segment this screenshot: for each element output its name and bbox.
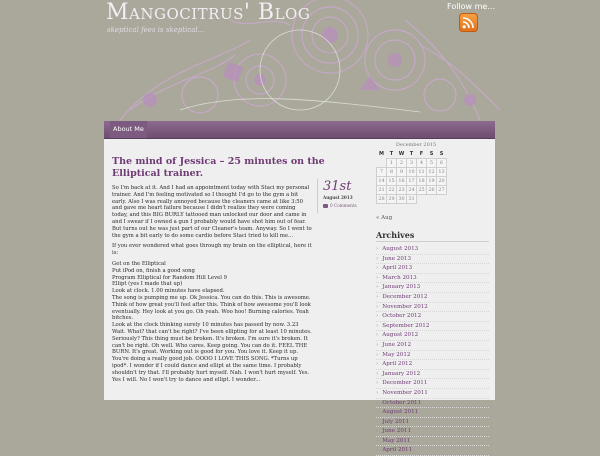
archive-item[interactable]: › December 2012 <box>376 293 489 303</box>
blog-header <box>0 0 600 122</box>
calendar-day: 18 <box>418 178 425 184</box>
post-line: Ellipt (yes I made that up) <box>112 281 183 288</box>
calendar-prev-month-link[interactable]: « Aug <box>376 215 393 221</box>
archive-item[interactable]: › August 2012 <box>376 331 489 341</box>
content-panel <box>104 139 495 454</box>
follow-me-label: Follow me... <box>447 2 495 11</box>
calendar-weekday: W <box>398 151 405 157</box>
calendar-day: 21 <box>378 187 385 193</box>
post-body <box>112 185 312 383</box>
calendar-day: 9 <box>397 168 407 177</box>
comments-count: 0 Comments <box>330 203 357 208</box>
post-paragraph: If you ever wondered what goes through my brain on the elliptical, here it is: <box>112 243 312 257</box>
archive-item[interactable]: › June 2011 <box>376 427 489 437</box>
calendar-weekday: T <box>409 151 414 157</box>
archive-item[interactable]: › April 2011 <box>376 446 489 456</box>
calendar-day: 29 <box>388 196 395 202</box>
comment-icon <box>323 204 328 208</box>
archive-item[interactable]: › August 2011 <box>376 408 489 418</box>
archives-title: Archives <box>376 230 489 242</box>
calendar-weekday: F <box>419 151 424 157</box>
rss-icon <box>462 16 475 29</box>
nav-item-about-me[interactable]: About Me <box>110 121 147 138</box>
calendar-day: 8 <box>387 168 397 177</box>
blog-title[interactable]: Mangocitrus' Blog <box>106 0 311 25</box>
post-line: Look at the clock thinking surely 10 minutes has passed by now. 3.23 <box>112 322 299 329</box>
archive-item[interactable]: › December 2011 <box>376 379 489 389</box>
post-date-day: 31st <box>323 179 352 194</box>
calendar-day: 20 <box>438 178 445 184</box>
calendar-day: 28 <box>378 196 385 202</box>
calendar-day: 6 <box>437 159 447 168</box>
calendar-weekday: S <box>429 151 434 157</box>
calendar-weekday: M <box>379 151 384 158</box>
calendar-day: 15 <box>388 178 395 184</box>
archive-item[interactable]: › November 2011 <box>376 389 489 399</box>
calendar-day: 14 <box>378 178 385 184</box>
calendar-day <box>377 159 387 168</box>
archive-item[interactable]: › June 2013 <box>376 255 489 265</box>
calendar-weekday: T <box>389 151 394 157</box>
calendar-day: 4 <box>417 159 427 168</box>
post-paragraph: So I'm back at it. And I had an appointment today with Staci my personal trainer. And I'm feeling motivated so I thought I'd go to the gym a bit early. Also I was really annoyed because the cleaners came at like 3:50 and gave me heart failure because I didn't realize they were coming today, and this BIG BURLY tattooed man unlocked our door and came in and I swear if I owned a gun I probably would have shot him out of fear. But turns out he was just part of our Cleaner's team. Anyway. So I went to the gym a bit early to do some cardio before Staci tried to kill me... <box>112 185 312 239</box>
post-line: Put iPod on, finish a good song <box>112 267 195 274</box>
calendar-day: 27 <box>438 187 445 193</box>
calendar-day: 7 <box>377 168 387 177</box>
archive-item[interactable]: › November 2012 <box>376 303 489 313</box>
archive-item[interactable]: › September 2012 <box>376 322 489 332</box>
calendar <box>376 150 447 204</box>
calendar-day: 17 <box>408 178 415 184</box>
calendar-day: 23 <box>398 187 405 193</box>
calendar-weekday: S <box>439 151 444 157</box>
comments-link[interactable] <box>323 203 357 208</box>
calendar-day <box>417 195 427 204</box>
calendar-day <box>427 195 437 204</box>
calendar-day: 16 <box>398 178 405 184</box>
archive-item[interactable]: › October 2012 <box>376 312 489 322</box>
post-line: Wait. What? that can't be right? I've been ellipting for at least 10 minutes. Seriously? This thing must be broken. It's broken. I'm sure it's broken. It can't be right. Oh well. Who cares. Keep going. You can do it. FEEL THE BURN. It's great. Working out is good for you. You love it. Keep it up. You're doing a really good job. OOOO I LOVE THIS SONG. *Turns up ipod*. I wonder if I could dance and ellipt at the same time. I probably shouldn't try that. I'll probably hurt myself. Nah. I won't hurt myself. Yes. Yes I will. No I won't try to dance and ellipt. I wonder... <box>112 328 312 383</box>
archive-item[interactable]: › April 2013 <box>376 264 489 274</box>
calendar-day: 13 <box>438 169 445 175</box>
calendar-caption: December 2015 <box>395 142 437 148</box>
archive-item[interactable]: › August 2013 <box>376 245 489 255</box>
post-date <box>317 179 366 213</box>
archives-list <box>376 245 489 456</box>
archive-item[interactable]: › January 2013 <box>376 283 489 293</box>
archive-item[interactable]: › January 2012 <box>376 370 489 380</box>
blog-tagline: skeptical fees is skeptical... <box>107 26 205 34</box>
archive-item[interactable]: › June 2012 <box>376 341 489 351</box>
calendar-day: 3 <box>407 159 417 168</box>
calendar-day: 22 <box>388 187 395 193</box>
post-line: Get on the Elliptical <box>112 260 166 267</box>
calendar-day: 25 <box>418 187 425 193</box>
calendar-day: 5 <box>427 159 437 168</box>
archive-item[interactable]: › April 2012 <box>376 360 489 370</box>
calendar-day <box>437 195 447 204</box>
calendar-day: 2 <box>397 159 407 168</box>
calendar-day: 11 <box>418 169 425 175</box>
calendar-day: 26 <box>428 187 435 193</box>
post-date-month: August 2013 <box>323 195 353 200</box>
calendar-day: 31 <box>408 196 415 202</box>
rss-feed-button[interactable] <box>459 13 478 32</box>
archive-item[interactable]: › July 2011 <box>376 418 489 428</box>
calendar-day: 10 <box>408 169 415 175</box>
calendar-day: 24 <box>408 187 415 193</box>
archive-item[interactable]: › October 2011 <box>376 399 489 409</box>
post-line: The song is pumping me up. Ok Jessica. You can do this. This is awesome. Think of how great you'll feel after this. Think of how awesome you'll look eventually. Hey look at you go. Oh yeah. Woo hoo! Burning calories. Yeah bitches. <box>112 294 311 322</box>
archive-item[interactable]: › May 2012 <box>376 351 489 361</box>
archive-item[interactable]: › March 2013 <box>376 274 489 284</box>
post-line: Look at clock. 1.00 minutes have elapsed. <box>112 288 225 295</box>
calendar-day: 12 <box>428 169 435 175</box>
post-line: Program Elliptical for Random Hill Level 9 <box>112 274 227 281</box>
main-navigation <box>104 121 495 139</box>
archive-item[interactable]: › May 2011 <box>376 437 489 447</box>
calendar-day: 19 <box>428 178 435 184</box>
calendar-day: 1 <box>387 159 397 168</box>
calendar-day: 30 <box>398 196 405 202</box>
post-title[interactable]: The mind of Jessica – 25 minutes on the Elliptical trainer. <box>112 156 325 179</box>
